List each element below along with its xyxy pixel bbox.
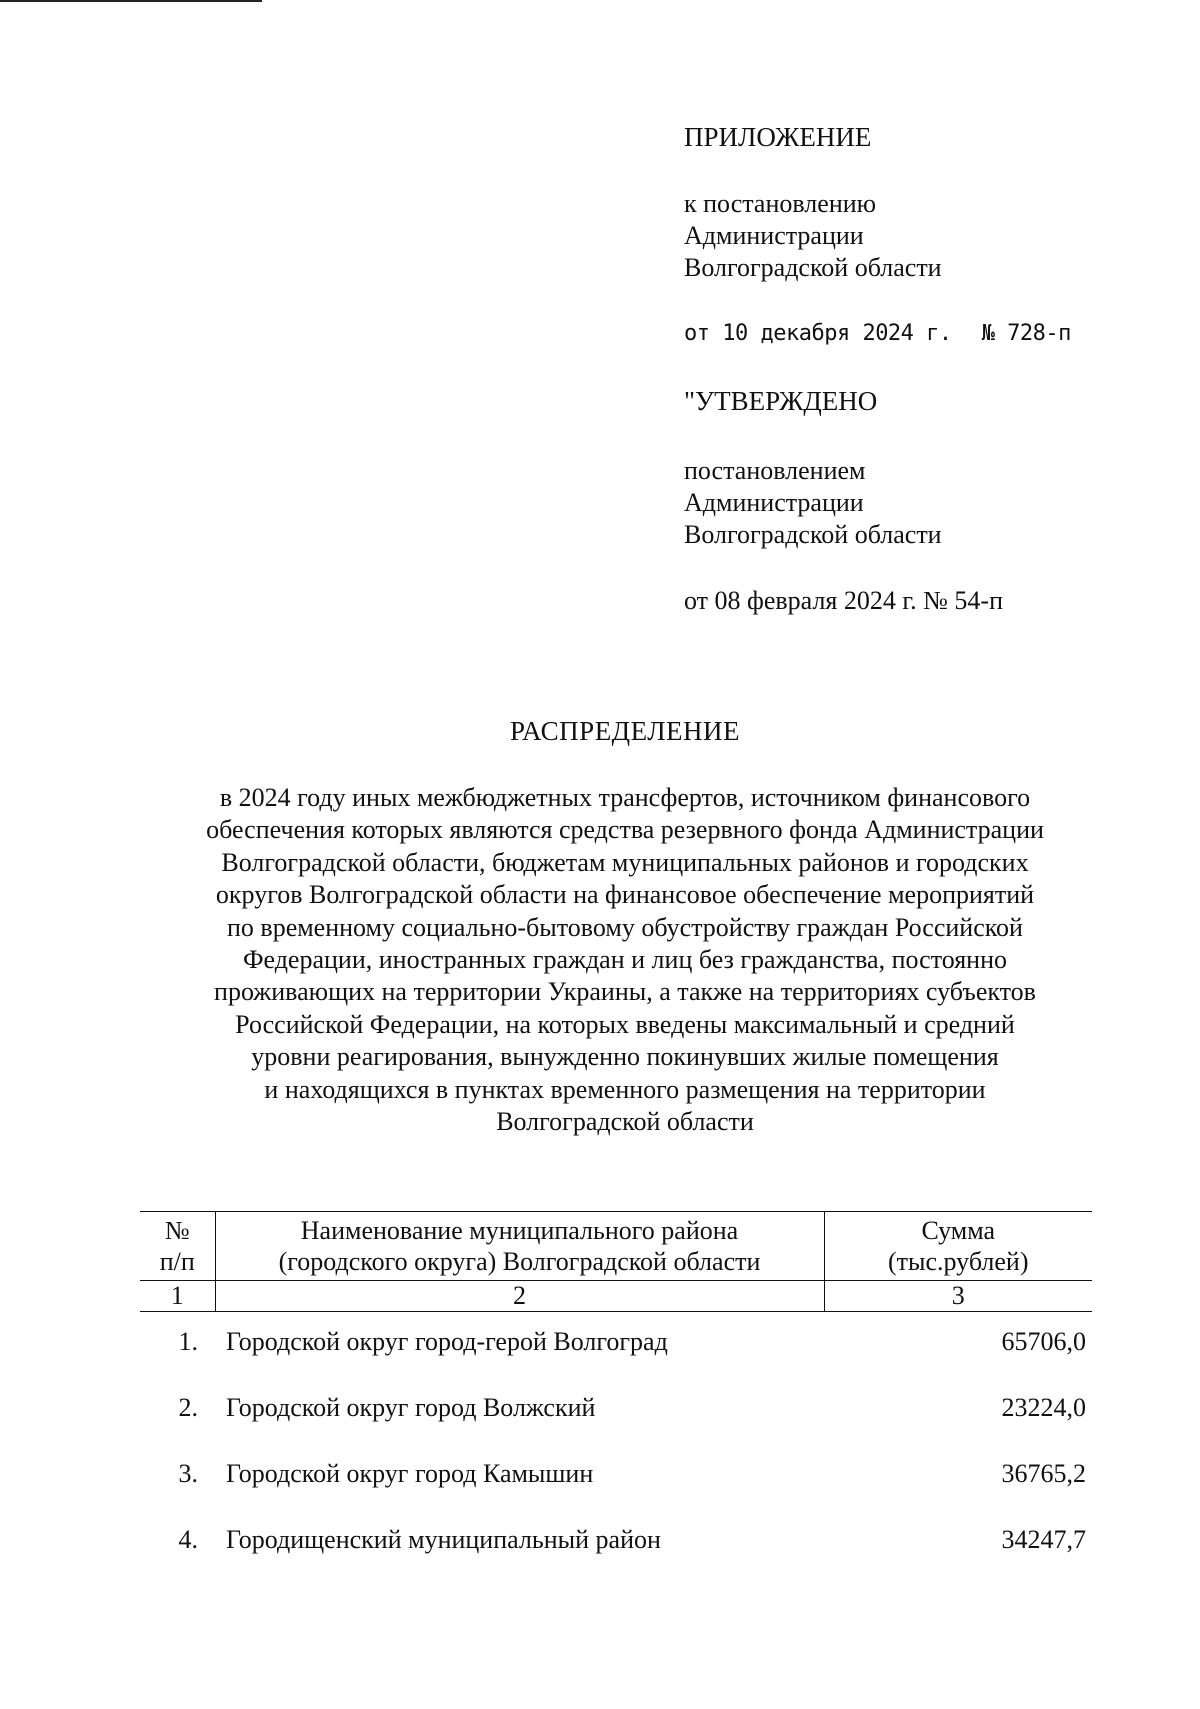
table-row xyxy=(140,1520,1092,1560)
table-header-row xyxy=(140,1212,1092,1281)
distribution-table-header xyxy=(140,1211,1092,1312)
approved-by-line: постановлением xyxy=(684,456,866,485)
attachment-to-line: к постановлению xyxy=(684,189,877,218)
attachment-number: 728-п xyxy=(1007,321,1071,346)
document-subtitle xyxy=(140,782,1110,1138)
attachment-to-line: Администрации xyxy=(684,221,864,250)
row-sum: 36765,2 xyxy=(1001,1459,1086,1488)
row-number: 4. xyxy=(178,1525,198,1554)
approved-title: "УТВЕРЖДЕНО xyxy=(684,386,878,416)
column-header-number: № п/п xyxy=(140,1212,215,1281)
column-header-name: Наименование муниципального района (городского округа) Волгоградской области xyxy=(215,1212,824,1281)
row-name: Городской округ город-герой Волгоград xyxy=(226,1327,668,1356)
subtitle-line: округов Волгоградской области на финансовое обеспечение мероприятий xyxy=(215,880,1035,910)
approved-by-line: Администрации xyxy=(684,488,864,517)
subtitle-line: обеспечения которых являются средства резервного фонда Администрации xyxy=(206,815,1044,845)
subtitle-line: проживающих на территории Украины, а также на территориях субъектов xyxy=(214,977,1036,1007)
row-name: Городищенский муниципальный район xyxy=(226,1525,661,1554)
attachment-date-prefix: от xyxy=(684,321,710,346)
subtitle-line: Российской Федерации, на которых введены максимальный и средний xyxy=(235,1009,1015,1039)
row-number: 3. xyxy=(178,1459,198,1488)
table-column-numbers-row xyxy=(140,1281,1092,1312)
table-row xyxy=(140,1454,1092,1494)
table-row xyxy=(140,1388,1092,1428)
subtitle-line: Волгоградской области xyxy=(496,1107,754,1137)
attachment-title: ПРИЛОЖЕНИЕ xyxy=(684,122,872,152)
column-header-sum: Сумма (тыс.рублей) xyxy=(824,1212,1092,1281)
document-title: РАСПРЕДЕЛЕНИЕ xyxy=(509,716,741,746)
table-row xyxy=(140,1322,1092,1362)
subtitle-line: Волгоградской области, бюджетам муниципальных районов и городских xyxy=(221,847,1029,877)
attachment-date: 10 декабря 2024 г. xyxy=(722,321,952,346)
approved-date: от 08 февраля 2024 г. № 54-п xyxy=(684,586,1003,615)
attachment-to-line: Волгоградской области xyxy=(684,253,942,282)
subtitle-line: уровни реагирования, вынужденно покинувших жилые помещения xyxy=(251,1042,999,1072)
scan-edge-line xyxy=(0,0,262,2)
column-number-cell: 3 xyxy=(824,1281,1092,1312)
row-sum: 65706,0 xyxy=(1001,1327,1086,1356)
row-name: Городской округ город Волжский xyxy=(226,1393,596,1422)
attachment-date-line xyxy=(684,318,1071,350)
row-name: Городской округ город Камышин xyxy=(226,1459,594,1488)
attachment-to-block xyxy=(684,188,942,284)
approved-by-line: Волгоградской области xyxy=(684,520,942,549)
subtitle-line: и находящихся в пунктах временного размещения на территории xyxy=(264,1074,986,1104)
subtitle-line: Федерации, иностранных граждан и лиц без гражданства, постоянно xyxy=(242,945,1008,975)
subtitle-line: в 2024 году иных межбюджетных трансфертов, источником финансового xyxy=(219,783,1031,812)
row-sum: 34247,7 xyxy=(1001,1525,1086,1554)
column-number-cell: 2 xyxy=(215,1281,824,1312)
row-number: 2. xyxy=(178,1393,198,1422)
subtitle-line: по временному социально-бытовому обустройству граждан Российской xyxy=(227,912,1023,942)
attachment-number-sign: № xyxy=(981,321,995,346)
row-number: 1. xyxy=(178,1327,198,1356)
column-number-cell: 1 xyxy=(140,1281,215,1312)
row-sum: 23224,0 xyxy=(1001,1393,1086,1422)
approved-by-block xyxy=(684,455,942,551)
